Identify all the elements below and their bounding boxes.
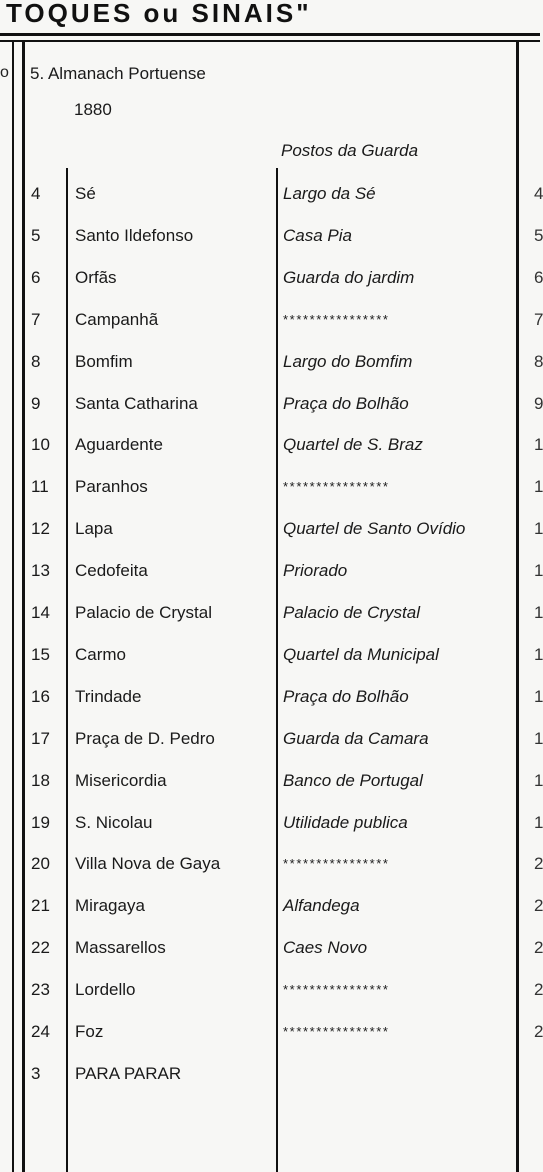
guard-post: Priorado bbox=[283, 561, 348, 581]
guard-post: Quartel de Santo Ovídio bbox=[283, 519, 466, 539]
guard-post: **************** bbox=[283, 479, 390, 495]
signal-number: 20 bbox=[31, 854, 50, 874]
signal-number: 4 bbox=[31, 184, 41, 203]
guard-post: Guarda do jardim bbox=[283, 267, 415, 287]
locality-name: Santo Ildefonso bbox=[75, 225, 194, 245]
locality-name: Aguardente bbox=[75, 435, 163, 455]
locality-name: Foz bbox=[75, 1022, 104, 1041]
guard-post: Utilidade publica bbox=[283, 812, 408, 832]
locality-name: Praça de D. Pedro bbox=[75, 728, 215, 748]
locality-name: Massarellos bbox=[75, 938, 166, 958]
table-row bbox=[0, 435, 543, 465]
guard-post: Alfandega bbox=[283, 896, 360, 916]
signal-number: 22 bbox=[31, 938, 50, 958]
locality-name: Miragaya bbox=[75, 896, 145, 916]
column-heading-postos: Postos da Guarda bbox=[281, 141, 419, 160]
right-edge-fragment: 1 bbox=[534, 519, 543, 539]
right-edge-fragment: 8 bbox=[534, 351, 543, 371]
locality-name: Palacio de Crystal bbox=[75, 603, 213, 622]
table-row bbox=[0, 938, 543, 968]
table-row bbox=[0, 980, 543, 1010]
signal-number: 19 bbox=[31, 812, 50, 832]
table-row bbox=[0, 854, 543, 884]
table-row bbox=[0, 1064, 540, 1094]
table-row bbox=[0, 644, 543, 675]
signal-number: 21 bbox=[31, 896, 50, 916]
guard-post: Quartel da Municipal bbox=[283, 644, 439, 664]
source-title: 5. Almanach Portuense bbox=[30, 64, 206, 83]
signal-number: 9 bbox=[31, 393, 41, 413]
right-edge-fragment: 2 bbox=[534, 854, 543, 874]
locality-name: Carmo bbox=[75, 644, 127, 664]
right-edge-fragment: 1 bbox=[534, 686, 543, 706]
locality-name: PARA PARAR bbox=[75, 1063, 182, 1083]
signal-number: 11 bbox=[31, 477, 49, 497]
locality-name: Villa Nova de Gaya bbox=[75, 854, 221, 874]
right-edge-fragment: 2 bbox=[534, 938, 543, 958]
signal-number: 7 bbox=[31, 309, 41, 329]
guard-post: Casa Pia bbox=[283, 225, 352, 245]
guard-post: Quartel de S. Braz bbox=[283, 435, 423, 455]
guard-post: Guarda da Camara bbox=[283, 728, 429, 748]
guard-post: Banco de Portugal bbox=[283, 770, 423, 790]
right-edge-fragment: 2 bbox=[534, 1022, 543, 1041]
signal-number: 3 bbox=[31, 1063, 41, 1083]
locality-name: Trindade bbox=[75, 686, 142, 706]
guard-post: Largo da Sé bbox=[283, 184, 376, 203]
locality-name: Sé bbox=[75, 184, 96, 203]
right-edge-fragment: 1 bbox=[534, 644, 543, 664]
guard-post: **************** bbox=[283, 311, 390, 327]
right-edge-fragment: 1 bbox=[534, 603, 543, 622]
table-row bbox=[0, 603, 543, 633]
right-edge-fragment: 1 bbox=[534, 770, 543, 790]
signal-number: 8 bbox=[31, 351, 41, 371]
right-edge-fragment: 1 bbox=[534, 728, 543, 748]
table-row bbox=[0, 477, 543, 507]
table-row bbox=[0, 393, 543, 424]
signal-number: 16 bbox=[31, 686, 50, 706]
signal-number: 24 bbox=[31, 1022, 50, 1041]
right-edge-fragment: 2 bbox=[534, 896, 543, 916]
table-row bbox=[0, 1022, 543, 1052]
right-edge-fragment: 1 bbox=[534, 561, 543, 581]
guard-post: Caes Novo bbox=[283, 938, 368, 958]
table-row bbox=[0, 184, 543, 214]
source-year: 1880 bbox=[74, 100, 112, 119]
page-title: TOQUES ou SINAIS" bbox=[6, 0, 312, 28]
guard-post: **************** bbox=[283, 982, 390, 998]
locality-name: Campanhã bbox=[75, 309, 159, 329]
guard-post: Palacio de Crystal bbox=[283, 603, 421, 622]
signal-number: 5 bbox=[31, 225, 41, 245]
guard-post: Praça do Bolhão bbox=[283, 393, 409, 413]
signal-number: 13 bbox=[31, 561, 50, 581]
right-edge-fragment: 1 bbox=[534, 477, 543, 497]
signal-number: 18 bbox=[31, 770, 50, 790]
table-row bbox=[0, 770, 543, 801]
table-row bbox=[0, 309, 543, 340]
right-edge-fragment: 1 bbox=[534, 812, 543, 832]
signal-number: 10 bbox=[31, 435, 50, 455]
signal-number: 23 bbox=[31, 980, 50, 1000]
right-edge-fragment: 1 bbox=[534, 435, 543, 455]
left-margin-fragment: o bbox=[0, 64, 9, 81]
table-row bbox=[0, 561, 543, 591]
signal-number: 14 bbox=[31, 603, 50, 622]
table-row bbox=[0, 812, 543, 843]
locality-name: Lordello bbox=[75, 980, 136, 1000]
right-edge-fragment: 4 bbox=[534, 184, 543, 203]
header-rule-bottom bbox=[0, 40, 540, 42]
locality-name: Bomfim bbox=[75, 351, 133, 371]
guard-post: Praça do Bolhão bbox=[283, 686, 409, 706]
header-rule-top bbox=[0, 33, 540, 36]
guard-post: **************** bbox=[283, 1024, 390, 1039]
table-row bbox=[0, 896, 543, 926]
guard-post: Largo do Bomfim bbox=[283, 351, 413, 371]
table-row bbox=[0, 267, 543, 298]
locality-name: Lapa bbox=[75, 519, 113, 539]
locality-name: Misericordia bbox=[75, 770, 167, 790]
table-row bbox=[0, 686, 543, 717]
locality-name: Santa Catharina bbox=[75, 393, 198, 413]
table-row bbox=[0, 519, 543, 549]
signal-number: 6 bbox=[31, 267, 41, 287]
table-row bbox=[0, 351, 543, 382]
table-row bbox=[0, 225, 543, 256]
locality-name: Orfãs bbox=[75, 267, 117, 287]
guard-post: **************** bbox=[283, 856, 390, 872]
right-edge-fragment: 5 bbox=[534, 225, 543, 245]
table-row bbox=[0, 728, 543, 759]
locality-name: Cedofeita bbox=[75, 561, 148, 581]
right-edge-fragment: 9 bbox=[534, 393, 543, 413]
signal-number: 17 bbox=[31, 728, 50, 748]
locality-name: Paranhos bbox=[75, 477, 148, 497]
locality-name: S. Nicolau bbox=[75, 812, 153, 832]
right-edge-fragment: 6 bbox=[534, 267, 543, 287]
signal-number: 15 bbox=[31, 644, 50, 664]
right-edge-fragment: 2 bbox=[534, 980, 543, 1000]
signal-number: 12 bbox=[31, 519, 50, 539]
right-edge-fragment: 7 bbox=[534, 309, 543, 329]
